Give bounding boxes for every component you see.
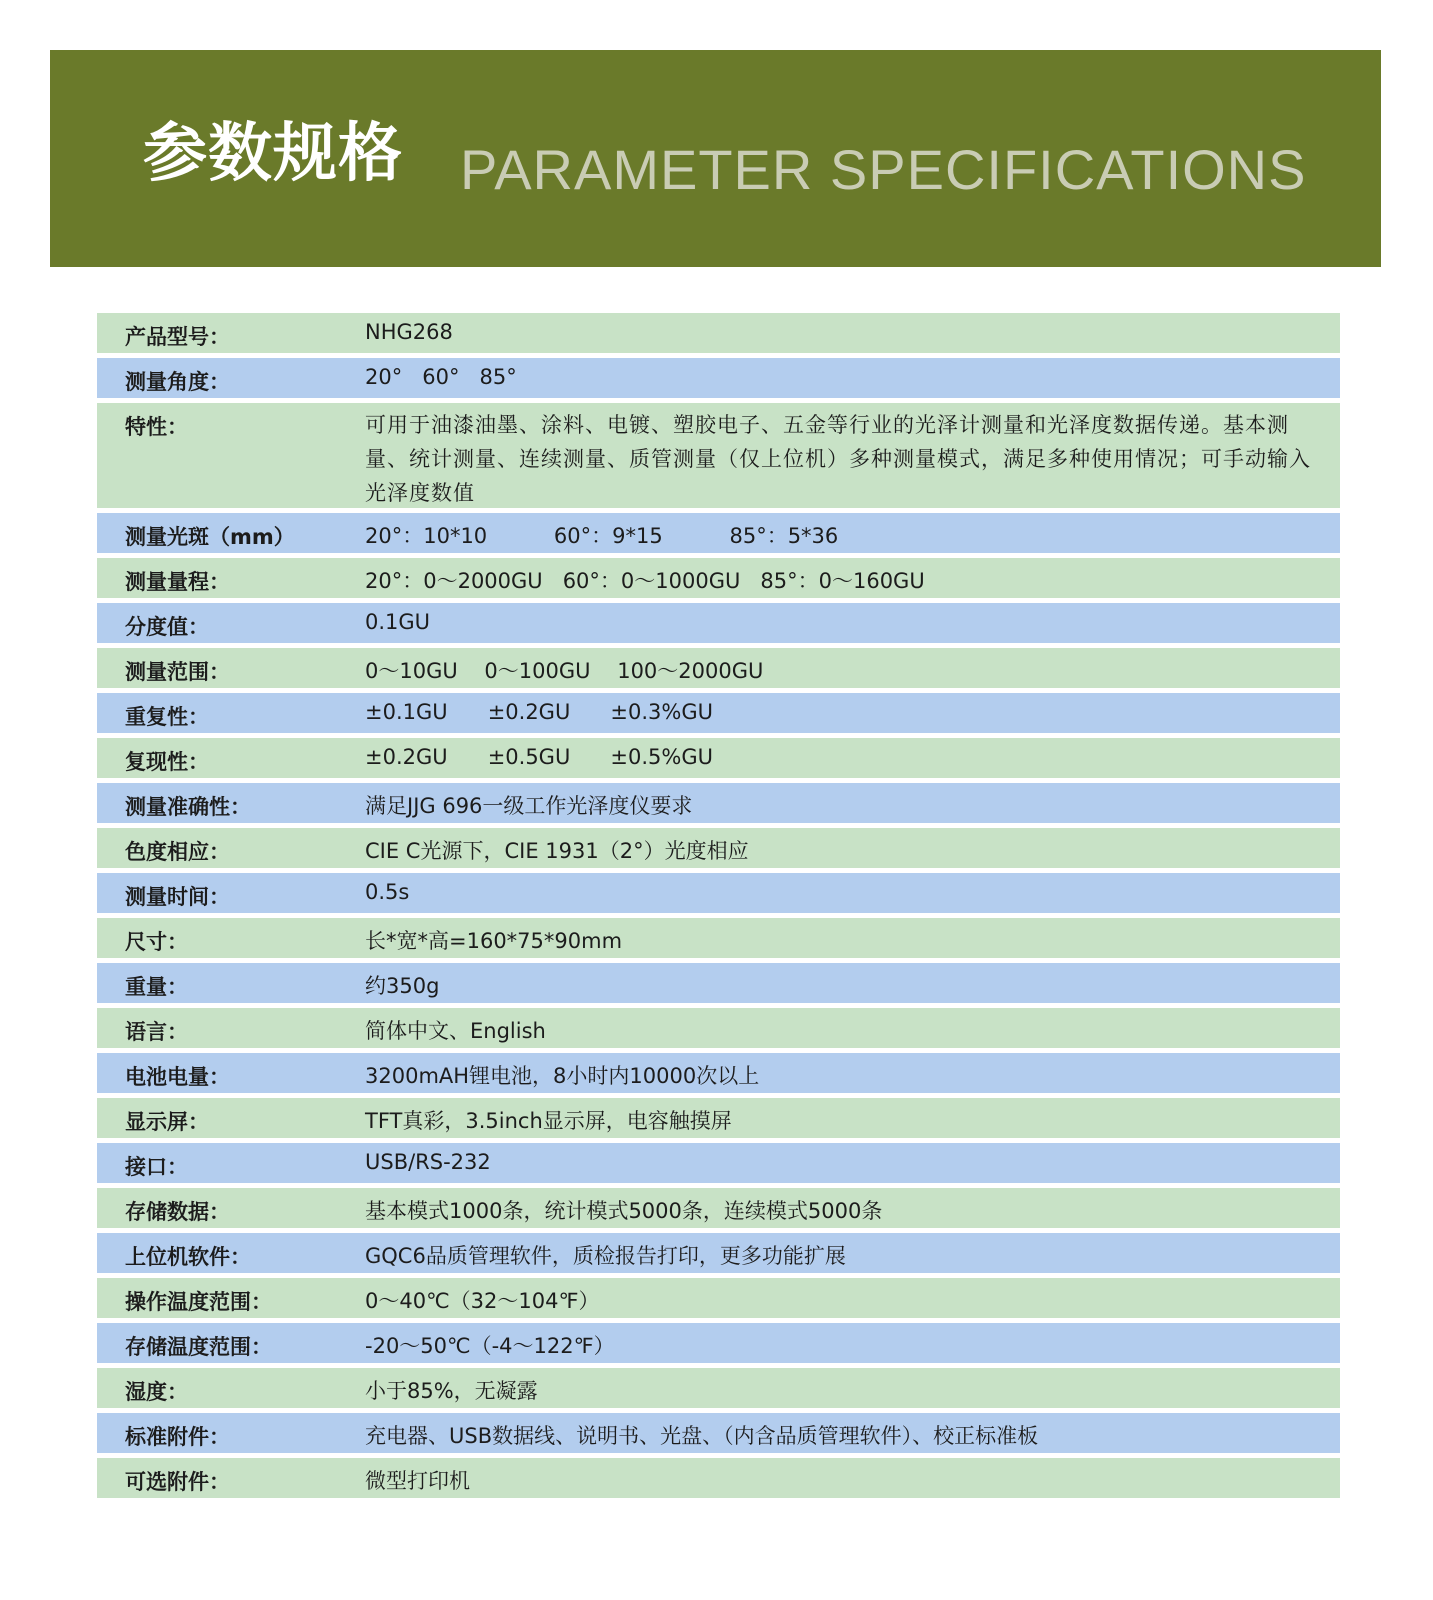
spec-value: 小于85%，无凝露 <box>365 1379 538 1403</box>
spec-value: ±0.1GU ±0.2GU ±0.3%GU <box>365 700 713 724</box>
spec-row <box>97 1278 1340 1318</box>
spec-row <box>97 1053 1340 1093</box>
spec-label: 重复性： <box>125 705 209 729</box>
spec-row <box>97 1233 1340 1273</box>
spec-value: 20°：10*10 60°：9*15 85°：5*36 <box>365 524 839 548</box>
spec-label: 测量准确性： <box>125 795 251 819</box>
spec-row <box>97 313 1340 353</box>
spec-label: 语言： <box>125 1020 188 1044</box>
spec-value: CIE C光源下，CIE 1931（2°）光度相应 <box>365 839 749 863</box>
spec-label: 测量时间： <box>125 885 230 909</box>
spec-row <box>97 648 1340 688</box>
spec-row <box>97 558 1340 598</box>
spec-row <box>97 963 1340 1003</box>
spec-row <box>97 828 1340 868</box>
spec-value: 0～40℃（32～104℉） <box>365 1289 600 1313</box>
spec-label: 电池电量： <box>125 1065 230 1089</box>
spec-label: 操作温度范围： <box>125 1290 272 1314</box>
spec-label: 复现性： <box>125 750 209 774</box>
spec-value: ±0.2GU ±0.5GU ±0.5%GU <box>365 745 713 769</box>
spec-label: 色度相应： <box>125 840 230 864</box>
spec-value: NHG268 <box>365 320 453 344</box>
spec-label: 重量： <box>125 975 188 999</box>
spec-row <box>97 358 1340 398</box>
spec-value: 长*宽*高=160*75*90mm <box>365 929 623 953</box>
spec-label: 可选附件： <box>125 1470 230 1494</box>
spec-label: 存储数据： <box>125 1200 230 1224</box>
spec-value: GQC6品质管理软件，质检报告打印，更多功能扩展 <box>365 1244 846 1268</box>
spec-value: TFT真彩，3.5inch显示屏，电容触摸屏 <box>365 1109 732 1133</box>
spec-value: 简体中文、English <box>365 1019 546 1043</box>
spec-row <box>97 1323 1340 1363</box>
spec-row <box>97 738 1340 778</box>
header-banner <box>50 50 1381 267</box>
spec-label: 存储温度范围： <box>125 1335 272 1359</box>
spec-label: 特性： <box>125 415 188 439</box>
spec-row <box>97 1098 1340 1138</box>
spec-label: 测量量程： <box>125 570 230 594</box>
spec-row <box>97 1458 1340 1498</box>
spec-value: 满足JJG 696一级工作光泽度仪要求 <box>365 794 693 818</box>
spec-label: 上位机软件： <box>125 1245 251 1269</box>
spec-value: 20°：0～2000GU 60°：0～1000GU 85°：0～160GU <box>365 569 925 593</box>
spec-table <box>97 313 1340 1503</box>
spec-row <box>97 1413 1340 1453</box>
spec-row <box>97 918 1340 958</box>
spec-value: 充电器、USB数据线、说明书、光盘、（内含品质管理软件）、校正标准板 <box>365 1424 1039 1448</box>
spec-row <box>97 783 1340 823</box>
spec-row <box>97 1143 1340 1183</box>
page-title-cn: 参数规格 <box>143 117 403 191</box>
spec-value: 基本模式1000条，统计模式5000条，连续模式5000条 <box>365 1199 883 1223</box>
spec-row <box>97 873 1340 913</box>
spec-label: 显示屏： <box>125 1110 209 1134</box>
spec-row <box>97 403 1340 508</box>
spec-label: 分度值： <box>125 615 209 639</box>
spec-row <box>97 1368 1340 1408</box>
spec-value: 0.5s <box>365 880 410 904</box>
spec-label: 产品型号： <box>125 325 230 349</box>
spec-value: 可用于油漆油墨、涂料、电镀、塑胶电子、五金等行业的光泽计测量和光泽度数据传递。基本测量、统计测量、连续测量、质管测量（仅上位机）多种测量模式，满足多种使用情况；可手动输入光泽度数值 <box>365 413 1311 505</box>
spec-value: 20° 60° 85° <box>365 365 517 389</box>
spec-label: 测量光斑（mm） <box>125 525 295 549</box>
spec-row <box>97 1188 1340 1228</box>
spec-row <box>97 513 1340 553</box>
spec-label: 湿度： <box>125 1380 188 1404</box>
spec-value: USB/RS-232 <box>365 1150 491 1174</box>
spec-row <box>97 603 1340 643</box>
spec-value: -20～50℃（-4～122℉） <box>365 1334 615 1358</box>
spec-label: 尺寸： <box>125 930 188 954</box>
spec-label: 测量角度： <box>125 370 230 394</box>
spec-label: 接口： <box>125 1155 188 1179</box>
spec-value: 3200mAH锂电池，8小时内10000次以上 <box>365 1064 760 1088</box>
spec-value: 约350g <box>365 974 440 998</box>
page-title-en: PARAMETER SPECIFICATIONS <box>460 138 1307 201</box>
spec-value: 0～10GU 0～100GU 100～2000GU <box>365 659 764 683</box>
spec-value: 微型打印机 <box>365 1469 470 1493</box>
spec-value: 0.1GU <box>365 610 431 634</box>
spec-label: 测量范围： <box>125 660 230 684</box>
spec-row <box>97 693 1340 733</box>
spec-row <box>97 1008 1340 1048</box>
spec-label: 标准附件： <box>125 1425 230 1449</box>
